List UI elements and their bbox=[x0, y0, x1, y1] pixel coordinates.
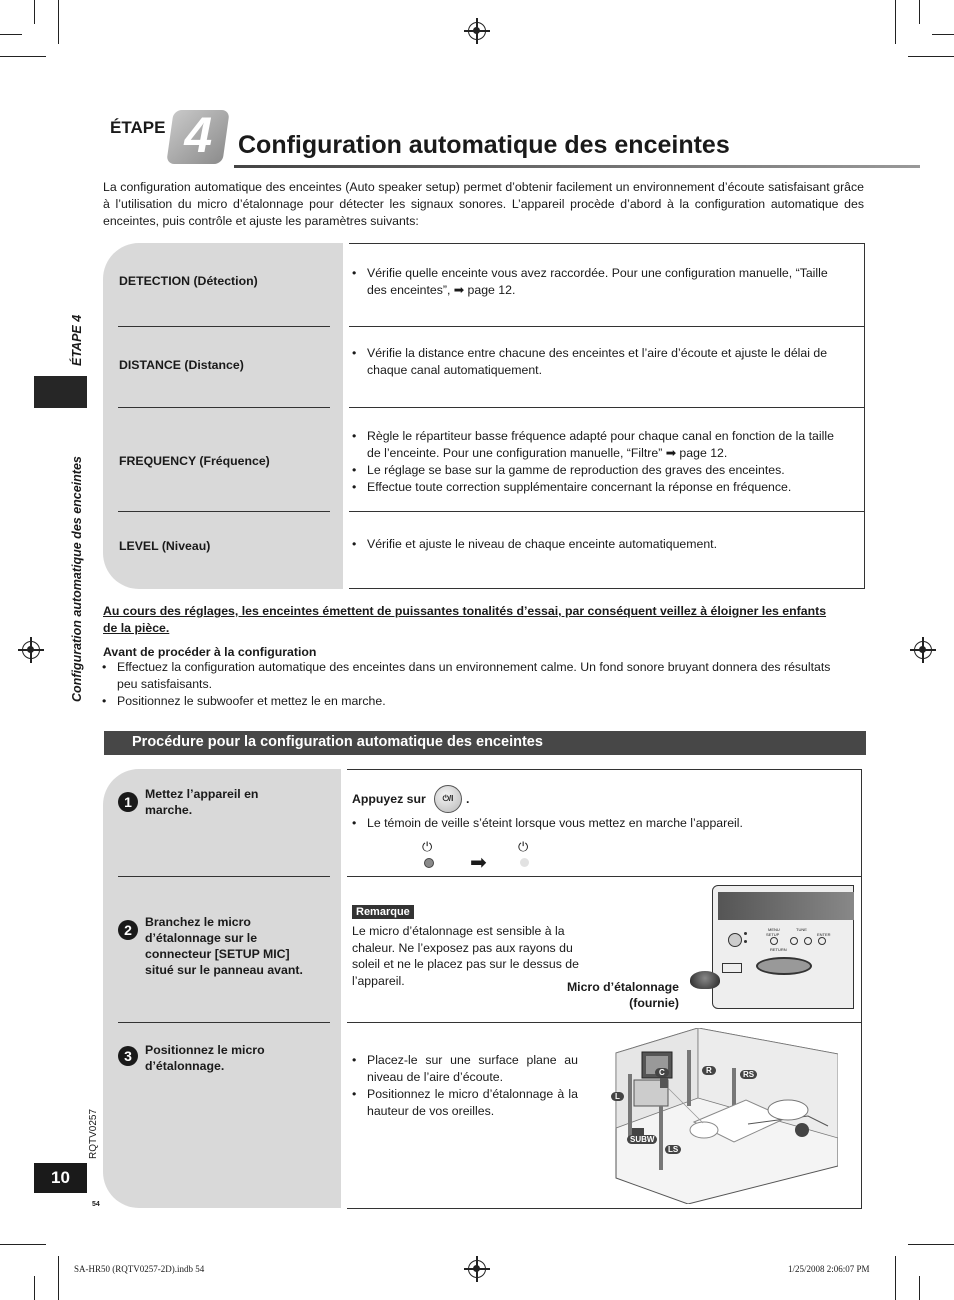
settings-label-panel bbox=[103, 243, 343, 589]
crop-mark bbox=[0, 34, 22, 35]
level-description bbox=[350, 536, 850, 553]
step-1-label: Mettez l’appareil en marche. bbox=[145, 787, 259, 817]
panel-label: SETUP bbox=[766, 932, 780, 937]
speaker-tag-center: C bbox=[655, 1068, 669, 1077]
list-item: • Règle le répartiteur basse fréquence adapté pour chaque canal en fonction de la taille de l’enceinte. Pour une configuration manuelle, “Filtre” ➡ page 12. bbox=[350, 428, 840, 462]
crop-mark bbox=[34, 1276, 35, 1300]
step-number: 4 bbox=[184, 107, 213, 163]
panel-button-icon bbox=[818, 937, 826, 945]
detection-description bbox=[350, 265, 830, 299]
step-number-badge: 3 bbox=[118, 1046, 138, 1066]
step-number-badge: 2 bbox=[118, 920, 138, 940]
etape-label: ÉTAPE bbox=[110, 118, 166, 137]
step-2-label: Branchez le micro d’étalonnage sur le connecteur [SETUP MIC] situé sur le panneau avant. bbox=[145, 915, 303, 977]
panel-label: RETURN bbox=[770, 947, 787, 952]
list-item: • Positionnez le subwoofer et mettez le en marche. bbox=[100, 693, 835, 710]
step-1-list bbox=[350, 815, 850, 832]
setting-label-level: LEVEL (Niveau) bbox=[119, 539, 211, 553]
crop-mark bbox=[932, 34, 954, 35]
side-etape-label: ÉTAPE 4 bbox=[70, 314, 84, 366]
crop-mark bbox=[58, 0, 59, 44]
room-layout-illustration bbox=[608, 1028, 838, 1204]
page-title: Configuration automatique des enceintes bbox=[238, 131, 730, 159]
press-instruction-end: . bbox=[466, 792, 470, 806]
procedure-heading: Procédure pour la configuration automatique des enceintes bbox=[104, 731, 866, 755]
crop-mark bbox=[919, 0, 920, 24]
room-diagram-graphic bbox=[608, 1028, 838, 1204]
list-item: • Effectue toute correction supplémentaire concernant la réponse en fréquence. bbox=[350, 479, 840, 496]
list-item: • Effectuez la configuration automatique des enceintes dans un environnement calme. Un fond sonore bruyant donnera des résultats peu satisfaisants. bbox=[100, 659, 835, 693]
row-divider bbox=[349, 511, 865, 512]
row-divider bbox=[118, 1022, 330, 1023]
row-divider bbox=[118, 511, 330, 512]
panel-label: MENU bbox=[768, 927, 780, 932]
speaker-tag-right-surround: RS bbox=[740, 1070, 757, 1079]
side-tab-block bbox=[34, 376, 87, 408]
panel-button-icon bbox=[790, 937, 798, 945]
list-item: • Le réglage se base sur la gamme de reproduction des graves des enceintes. bbox=[350, 462, 840, 479]
list-item: • Placez-le sur une surface plane au niveau de l’aire d’écoute. bbox=[350, 1052, 578, 1086]
intro-paragraph: La configuration automatique des enceintes (Auto speaker setup) permet d’obtenir facilement un environnement d’écoute satisfaisant grâce à l’utilisation du micro d’étalonnage pour détecter les signaux sonores. L’appareil procède d’abord à la configuration automatique des enceintes, puis contrôle et ajuste les paramètres suivants: bbox=[103, 180, 864, 228]
receiver-front-panel-illustration bbox=[704, 885, 854, 1009]
crop-mark bbox=[895, 1256, 896, 1300]
row-divider bbox=[118, 407, 330, 408]
setting-label-frequency: FREQUENCY (Fréquence) bbox=[119, 454, 270, 468]
crop-mark bbox=[919, 1276, 920, 1300]
standby-led-off-icon bbox=[520, 858, 529, 867]
safety-warning: Au cours des réglages, les enceintes émettent de puissantes tonalités d’essai, par conséquent veillez à éloigner les enfants de la pièce. bbox=[103, 604, 827, 635]
print-timestamp: 1/25/2008 2:06:07 PM bbox=[788, 1264, 870, 1274]
display-window bbox=[722, 963, 742, 973]
distance-description bbox=[350, 345, 858, 379]
list-item: • Positionnez le micro d’étalonnage à la hauteur de vos oreilles. bbox=[350, 1086, 578, 1120]
panel-button-icon bbox=[804, 937, 812, 945]
note-badge: Remarque bbox=[352, 905, 414, 919]
row-divider bbox=[349, 326, 865, 327]
registration-mark-icon bbox=[468, 1260, 486, 1278]
list-item: • Le témoin de veille s’éteint lorsque vous mettez en marche l’appareil. bbox=[350, 815, 850, 832]
mic-label: Micro d’étalonnage bbox=[566, 980, 679, 994]
crop-mark bbox=[0, 1244, 46, 1245]
step-badge bbox=[166, 107, 230, 164]
row-divider bbox=[347, 1208, 862, 1209]
row-divider bbox=[118, 326, 330, 327]
crop-mark bbox=[895, 0, 896, 44]
speaker-tag-subwoofer: SUBW bbox=[627, 1135, 657, 1144]
calibration-mic-icon bbox=[690, 971, 720, 989]
standby-led-on-icon bbox=[424, 858, 434, 868]
setting-label-distance: DISTANCE (Distance) bbox=[119, 358, 244, 372]
row-divider bbox=[118, 876, 330, 877]
step-number-badge: 1 bbox=[118, 792, 138, 812]
row-divider bbox=[347, 876, 862, 877]
steps-label-panel bbox=[103, 769, 341, 1208]
step-3-label: Positionnez le micro d’étalonnage. bbox=[145, 1043, 265, 1073]
small-page-number: 54 bbox=[92, 1201, 100, 1208]
before-list bbox=[100, 659, 835, 710]
registration-mark-icon bbox=[22, 641, 40, 659]
crop-mark bbox=[58, 1256, 59, 1300]
page-number: 10 bbox=[34, 1163, 87, 1193]
frequency-description bbox=[350, 428, 840, 496]
speaker-tag-right: R bbox=[702, 1066, 716, 1075]
standby-off-icon: ⏻ bbox=[518, 839, 529, 854]
panel-button-icon bbox=[770, 937, 778, 945]
model-code: RQTV0257 bbox=[88, 1108, 99, 1159]
title-underline bbox=[234, 165, 920, 168]
note-text: Le micro d’étalonnage est sensible à la chaleur. Ne l’exposez pas aux rayons du soleil et ne le placez pas sur le dessus de l’appareil. bbox=[352, 924, 579, 988]
row-divider bbox=[347, 1022, 862, 1023]
panel-label: ENTER bbox=[817, 932, 831, 937]
crop-mark bbox=[0, 56, 46, 57]
step-3-list bbox=[350, 1052, 578, 1120]
side-section-label: Configuration automatique des enceintes bbox=[70, 456, 84, 702]
knob-icon bbox=[728, 933, 742, 947]
file-slug: SA-HR50 (RQTV0257-2D).indb 54 bbox=[74, 1264, 205, 1274]
crop-mark bbox=[34, 0, 35, 24]
panel-label: TUNE bbox=[796, 927, 807, 932]
row-divider bbox=[349, 407, 865, 408]
speaker-tag-left: L bbox=[611, 1092, 624, 1101]
speaker-tag-left-surround: LS bbox=[665, 1145, 681, 1154]
setting-label-detection: DETECTION (Détection) bbox=[119, 274, 258, 288]
power-button-icon[interactable]: ⏻/I bbox=[434, 785, 462, 813]
standby-on-icon: ⏻ bbox=[422, 839, 433, 854]
press-instruction: Appuyez sur bbox=[352, 792, 426, 806]
crop-mark bbox=[908, 1244, 954, 1245]
crop-mark bbox=[908, 56, 954, 57]
registration-mark-icon bbox=[914, 641, 932, 659]
list-item: • Vérifie et ajuste le niveau de chaque enceinte automatiquement. bbox=[350, 536, 850, 553]
arrow-right-icon: ➡ bbox=[470, 852, 487, 874]
list-item: • Vérifie la distance entre chacune des enceintes et l’aire d’écoute et ajuste le délai de chaque canal automatiquement. bbox=[350, 345, 858, 379]
list-item: • Vérifie quelle enceinte vous avez raccordée. Pour une configuration manuelle, “Taille des enceintes”, ➡ page 12. bbox=[350, 265, 830, 299]
before-heading: Avant de procéder à la configuration bbox=[103, 645, 317, 659]
registration-mark-icon bbox=[468, 22, 486, 40]
mic-label-sub: (fournie) bbox=[629, 996, 679, 1010]
